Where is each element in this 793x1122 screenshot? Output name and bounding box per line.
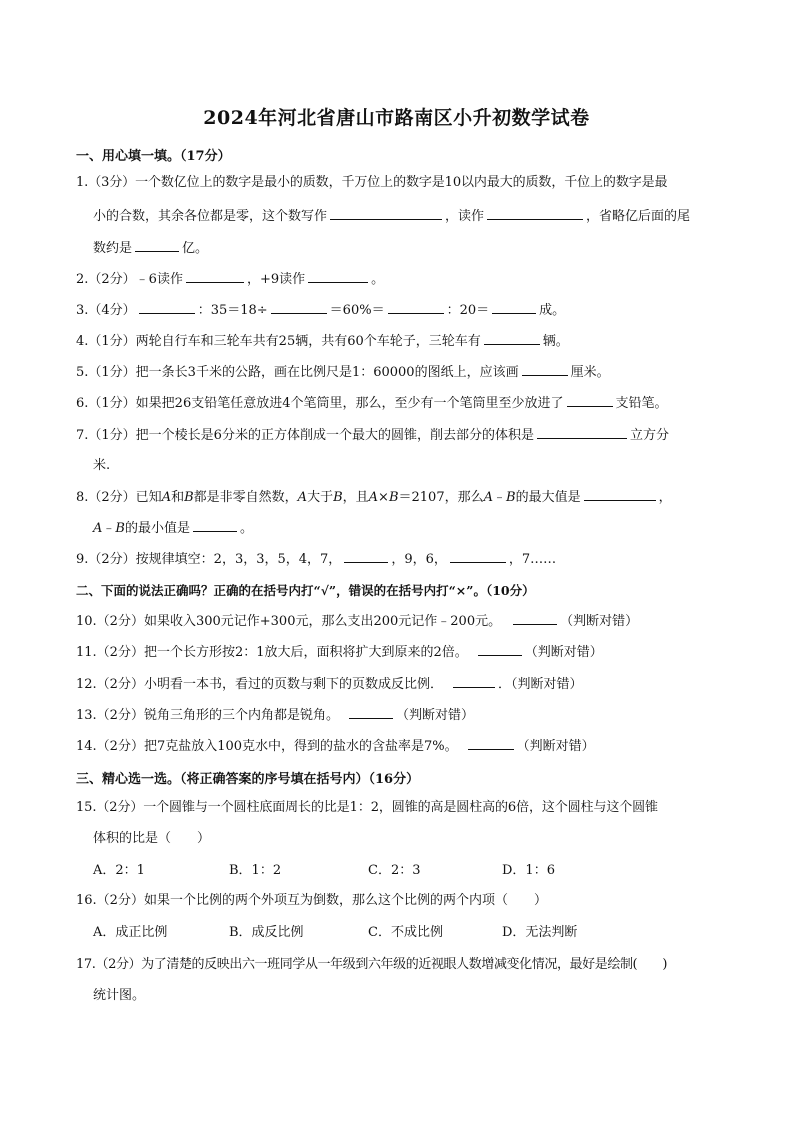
- question-15-option-b[interactable]: B．1：2: [229, 863, 282, 878]
- question-1-line-3: 数约是 亿。: [93, 241, 209, 256]
- answer-blank[interactable]: [567, 394, 613, 407]
- question-15-option-a[interactable]: A．2：1: [93, 863, 145, 878]
- question-15-option-d[interactable]: D．1：6: [502, 863, 555, 878]
- question-16-option-d[interactable]: D．无法判断: [502, 925, 578, 940]
- answer-blank[interactable]: [487, 207, 583, 220]
- question-3: 3.（4分） ：35＝18÷ ＝60%＝ ：20＝ 成。: [76, 303, 566, 318]
- answer-blank[interactable]: [135, 239, 179, 252]
- exam-title: 2024年河北省唐山市路南区小升初数学试卷: [203, 107, 590, 129]
- question-7-line-2: 米.: [93, 458, 111, 473]
- question-8-line-1: 8.（2分）已知A和B都是非零自然数，A大于B，且A×B＝2107，那么A﹣B的最大值是 ，: [76, 490, 672, 505]
- answer-blank[interactable]: [492, 301, 536, 314]
- question-10: 10.（2分）如果收入300元记作+300元，那么支出200元记作﹣200元。 （判断对错）: [76, 614, 639, 629]
- question-16-option-a[interactable]: A．成正比例: [93, 925, 168, 940]
- question-16-option-b[interactable]: B．成反比例: [229, 925, 304, 940]
- answer-blank[interactable]: [330, 207, 442, 220]
- question-15-option-c[interactable]: C．2：3: [368, 863, 421, 878]
- question-8-line-2: A﹣B的最小值是 。: [93, 521, 253, 536]
- question-16-line-1: 16.（2分）如果一个比例的两个外项互为倒数，那么这个比例的两个内项（ ）: [76, 893, 547, 908]
- answer-blank[interactable]: [308, 270, 368, 283]
- question-13: 13.（2分）锐角三角形的三个内角都是锐角。 （判断对错）: [76, 708, 474, 723]
- answer-blank[interactable]: [584, 488, 656, 501]
- answer-blank[interactable]: [388, 301, 444, 314]
- question-15-line-1: 15.（2分）一个圆锥与一个圆柱底面周长的比是1：2，圆锥的高是圆柱高的6倍，这个圆柱与这个圆锥: [76, 800, 658, 815]
- question-17-line-2: 统计图。: [93, 988, 146, 1003]
- answer-blank[interactable]: [513, 612, 557, 625]
- question-2: 2.（2分）﹣6读作 ，+9读作 。: [76, 272, 385, 287]
- section-heading-true-false: 二、下面的说法正确吗？正确的在括号内打“√”，错误的在括号内打“×”。（10分）: [76, 583, 535, 598]
- question-17-line-1: 17.（2分）为了清楚的反映出六一班同学从一年级到六年级的近视眼人数增减变化情况，最好是绘制( ): [76, 957, 668, 972]
- answer-blank[interactable]: [271, 301, 327, 314]
- answer-blank[interactable]: [139, 301, 195, 314]
- question-1-line-2: 小的合数，其余各位都是零，这个数写作 ，读作 ，省略亿后面的尾: [93, 209, 691, 224]
- section-heading-multiple-choice: 三、精心选一选。（将正确答案的序号填在括号内）（16分）: [76, 772, 420, 787]
- answer-blank[interactable]: [522, 363, 568, 376]
- answer-blank[interactable]: [193, 519, 237, 532]
- question-7-line-1: 7.（1分）把一个棱长是6分米的正方体削成一个最大的圆锥，削去部分的体积是 立方分: [76, 428, 669, 443]
- question-1-line-1: 1.（3分）一个数亿位上的数字是最小的质数，千万位上的数字是10以内最大的质数，千位上的数字是最: [76, 175, 668, 190]
- question-14: 14.（2分）把7克盐放入100克水中，得到的盐水的含盐率是7%。 （判断对错）: [76, 739, 595, 754]
- question-6: 6.（1分）如果把26支铅笔任意放进4个笔筒里，那么，至少有一个笔筒里至少放进了 支铅笔。: [76, 396, 668, 411]
- question-16-option-c[interactable]: C．不成比例: [368, 925, 443, 940]
- answer-blank[interactable]: [450, 550, 506, 563]
- question-11: 11.（2分）把一个长方形按2：1放大后，面积将扩大到原来的2倍。 （判断对错）: [76, 645, 603, 660]
- answer-blank[interactable]: [468, 737, 514, 750]
- section-heading-fill-in: 一、用心填一填。（17分）: [76, 149, 231, 164]
- answer-blank[interactable]: [344, 550, 388, 563]
- question-5: 5.（1分）把一条长3千米的公路，画在比例尺是1：60000的图纸上，应该画 厘米。: [76, 365, 610, 380]
- question-15-line-2: 体积的比是（ ）: [93, 831, 211, 846]
- question-9: 9.（2分）按规律填空：2，3，3，5，4，7， ，9，6， ，7……: [76, 552, 557, 567]
- answer-blank[interactable]: [349, 706, 393, 719]
- question-4: 4.（1分）两轮自行车和三轮车共有25辆，共有60个车轮子，三轮车有 辆。: [76, 334, 569, 349]
- answer-blank[interactable]: [478, 643, 522, 656]
- answer-blank[interactable]: [453, 675, 495, 688]
- answer-blank[interactable]: [186, 270, 244, 283]
- answer-blank[interactable]: [484, 332, 540, 345]
- answer-blank[interactable]: [537, 426, 627, 439]
- question-12: 12.（2分）小明看一本书，看过的页数与剩下的页数成反比例． ．（判断对错）: [76, 677, 583, 692]
